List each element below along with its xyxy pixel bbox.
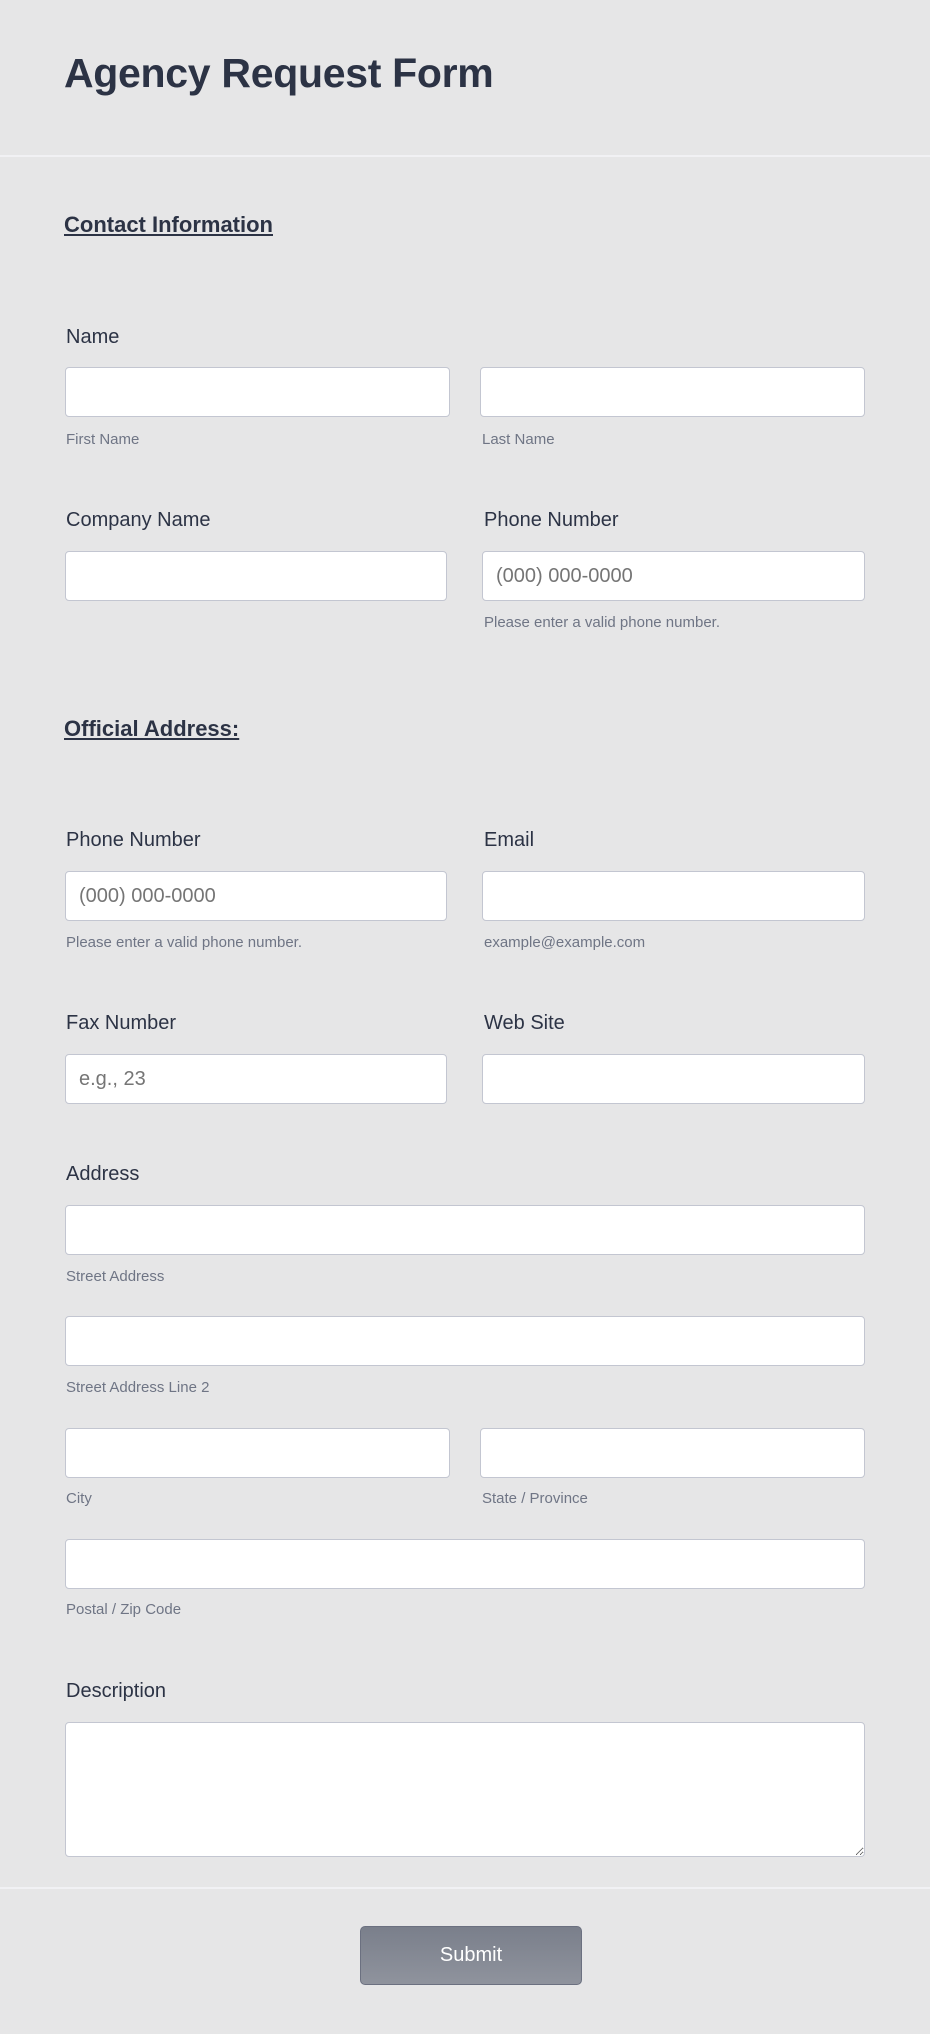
company-name-input[interactable]: [65, 551, 447, 601]
phone-number-label: Phone Number: [484, 509, 619, 531]
first-name-sublabel: First Name: [66, 431, 140, 448]
street-address-line2-input[interactable]: [65, 1316, 865, 1366]
footer-divider: [0, 1887, 930, 1889]
section-heading-contact: Contact Information: [64, 212, 273, 237]
fax-number-label: Fax Number: [66, 1012, 177, 1034]
website-label: Web Site: [484, 1012, 565, 1034]
street-address-input[interactable]: [65, 1205, 865, 1255]
state-sublabel: State / Province: [482, 1490, 588, 1507]
description-textarea[interactable]: [65, 1722, 865, 1857]
official-phone-label: Phone Number: [66, 829, 201, 851]
fax-number-input[interactable]: [65, 1054, 447, 1104]
last-name-input[interactable]: [480, 367, 865, 417]
postal-code-sublabel: Postal / Zip Code: [66, 1601, 182, 1618]
website-input[interactable]: [482, 1054, 865, 1104]
state-input[interactable]: [480, 1428, 865, 1478]
phone-number-input[interactable]: [482, 551, 865, 601]
section-heading-official-address: Official Address:: [64, 716, 240, 741]
email-label: Email: [484, 829, 535, 851]
official-phone-help: Please enter a valid phone number.: [66, 934, 302, 951]
city-sublabel: City: [66, 1490, 92, 1507]
last-name-sublabel: Last Name: [482, 431, 555, 448]
description-label: Description: [66, 1680, 167, 1702]
email-help: example@example.com: [484, 934, 646, 951]
company-name-label: Company Name: [66, 509, 211, 531]
first-name-input[interactable]: [65, 367, 450, 417]
name-label: Name: [66, 326, 120, 348]
header-divider: [0, 155, 930, 157]
email-input[interactable]: [482, 871, 865, 921]
street-address-line2-sublabel: Street Address Line 2: [66, 1379, 210, 1396]
phone-number-help: Please enter a valid phone number.: [484, 614, 720, 631]
city-input[interactable]: [65, 1428, 450, 1478]
submit-button[interactable]: Submit: [360, 1926, 582, 1985]
postal-code-input[interactable]: [65, 1539, 865, 1589]
address-label: Address: [66, 1163, 140, 1185]
page-title: Agency Request Form: [64, 50, 494, 96]
street-address-sublabel: Street Address: [66, 1268, 165, 1285]
official-phone-input[interactable]: [65, 871, 447, 921]
